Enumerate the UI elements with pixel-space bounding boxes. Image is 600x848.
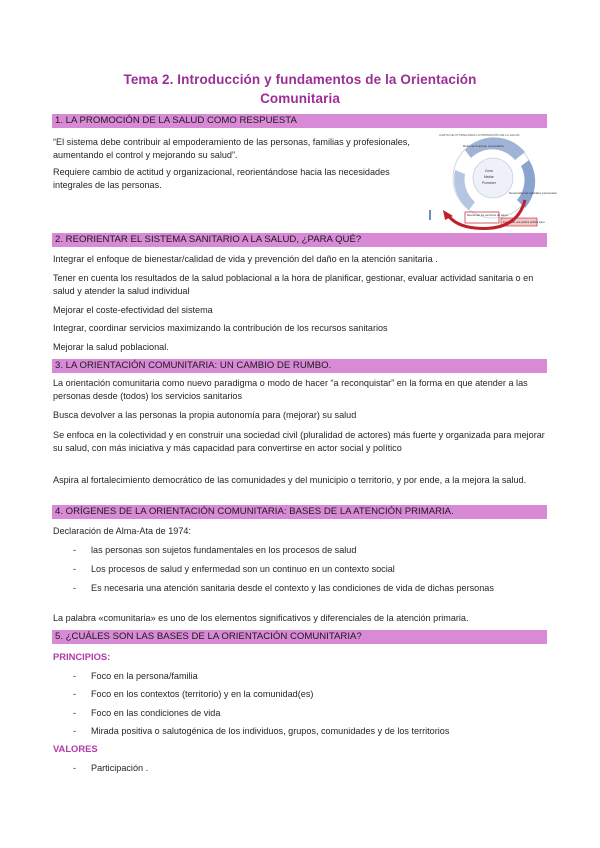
- s3-item: La orientación comunitaria como nuevo paradigma o modo de hacer “a reconquistar” en la forma en que atender a las personas desde (todos) los servicios sanitarios: [53, 378, 528, 401]
- figure-label-5: Desarrollar las aptitudes personales: [509, 191, 557, 195]
- s2-item: Mejorar el coste-efectividad del sistema: [53, 305, 213, 315]
- title-line-2: Comunitaria: [260, 91, 340, 106]
- principios-label: PRINCIPIOS:: [53, 651, 111, 662]
- ottawa-charter-figure: [425, 130, 557, 235]
- section-3-heading: 3. LA ORIENTACIÓN COMUNITARIA: UN CAMBIO DE RUMBO.: [52, 359, 547, 373]
- section-1-heading: 1. LA PROMOCIÓN DE LA SALUD COMO RESPUESTA: [52, 114, 547, 128]
- s3-item: Busca devolver a las personas la propia autonomía para (mejorar) su salud: [53, 410, 357, 420]
- title-line-1: Tema 2. Introducción y fundamentos de la Orientación: [123, 72, 477, 87]
- dash-bullet: -: [73, 583, 77, 593]
- s1-paragraph-2: Requiere cambio de actitud y organizacional, reorientándose hacia las necesidades integrales de las personas.: [53, 167, 390, 190]
- dash-bullet: -: [73, 726, 77, 736]
- figure-label-4: Promover: [482, 181, 496, 185]
- section-2-heading: 2. REORIENTAR EL SISTEMA SANITARIO A LA SALUD, ¿PARA QUÉ?: [52, 233, 547, 247]
- figure-label-7: Establecer una política pública sana: [503, 221, 545, 224]
- s2-item: Tener en cuenta los resultados de la salud poblacional a la hora de planificar, gestionar, evaluar actividad sanitaria o en salud y atender la salud individual: [53, 273, 534, 296]
- dash-bullet: -: [73, 708, 77, 718]
- document-page: Tema 2. Introducción y fundamentos de la Orientación Comunitaria 1. LA PROMOCIÓN DE LA SALUD COMO RESPUESTA “El sistema debe contribuir al empoderamiento de las personas, familias y profesionales, aumentando el control y mejorando su salud”. Requiere cambio de actitud y organizacional, reorientándose hacia las necesidades integrales de las personas. CARTA DE OTTAWA PARA LA PROMOCIÓN DE LA SALUD Reforzar la acción comunitaria Crear Mediar Promover Desarrollar las aptitudes personales Reorientar los servicios de salud Establecer una política pública sana 2. REORIENTAR EL SISTEMA SANITARIO A LA SALUD, ¿PARA QUÉ? Integrar el enfoque de bienestar/calidad de vida y prevención del daño en la atención sanitaria . Tener en cuenta los resultados de la salud poblacional a la hora de planificar, gestionar, evaluar actividad sanitaria o en salud y atender la salud individual Mejorar el coste-efectividad del sistema Integrar, coordinar servicios maximizando la contribución de los recursos sanitarios Mejorar la salud poblacional. 3. LA ORIENTACIÓN COMUNITARIA: UN CAMBIO DE RUMBO. La orientación comunitaria como nuevo paradigma o modo de hacer “a reconquistar” en la forma en que atender a las personas desde (todos) los servicios sanitarios Busca devolver a las personas la propia autonomía para (mejorar) su salud Se enfoca en la colectividad y en construir una sociedad civil (pluralidad de actores) más fuerte y organizada para mejorar su salud, con más iniciativa y más capacidad para convertirse en actor social y político Aspira al fortalecimiento democrático de las comunidades y del municipio o territorio, y por ende, a la mejora la salud. 4. ORÍGENES DE LA ORIENTACIÓN COMUNITARIA: BASES DE LA ATENCIÓN PRIMARIA. Declaración de Alma-Ata de 1974: - las personas son sujetos fundamentales en los procesos de salud - Los procesos de salud y enfermedad son un continuo en un contexto social - Es necesaria una atención sanitaria desde el contexto y las condiciones de vida de dichas personas La palabra «comunitaria» es uno de los elementos significativos y diferenciales de la atención primaria. 5. ¿CUÁLES SON LAS BASES DE LA ORIENTACIÓN COMUNITARIA? PRINCIPIOS: - Foco en la persona/familia - Foco en los contextos (territorio) y en la comunidad(es) - Foco en las condiciones de vida - Mirada positiva o salutogénica de los individuos, grupos, comunidades y de los territorios VALORES - Participación .: [0, 0, 600, 848]
- figure-label-1: Reforzar la acción comunitaria: [463, 144, 504, 148]
- s2-item: Integrar el enfoque de bienestar/calidad de vida y prevención del daño en la atención sanitaria .: [53, 254, 438, 264]
- figure-caption: CARTA DE OTTAWA PARA LA PROMOCIÓN DE LA SALUD: [439, 133, 520, 137]
- dash-bullet: -: [73, 545, 77, 555]
- s2-item: Integrar, coordinar servicios maximizando la contribución de los recursos sanitarios: [53, 323, 388, 333]
- dash-bullet: -: [73, 671, 77, 681]
- figure-label-2: Crear: [485, 169, 493, 173]
- dash-bullet: -: [73, 689, 77, 699]
- section-5-heading: 5. ¿CUÁLES SON LAS BASES DE LA ORIENTACIÓN COMUNITARIA?: [52, 630, 547, 644]
- figure-label-3: Mediar: [484, 175, 494, 179]
- ottawa-charter-diagram: [425, 130, 557, 235]
- dash-bullet: -: [73, 564, 77, 574]
- figure-label-6: Reorientar los servicios de salud: [467, 213, 508, 217]
- s4-outro: La palabra «comunitaria» es uno de los elementos significativos y diferenciales de la atención primaria.: [53, 613, 469, 623]
- valores-label: VALORES: [53, 743, 98, 754]
- s3-item: Aspira al fortalecimiento democrático de las comunidades y del municipio o territorio, y por ende, a la mejora la salud.: [53, 475, 527, 485]
- dash-bullet: -: [73, 763, 77, 773]
- document-title: [40, 70, 560, 108]
- s2-item: Mejorar la salud poblacional.: [53, 342, 169, 352]
- s4-intro: Declaración de Alma-Ata de 1974:: [53, 526, 192, 536]
- s1-paragraph-1: “El sistema debe contribuir al empoderamiento de las personas, familias y profesionales, aumentando el control y mejorando su salud”.: [53, 137, 410, 160]
- s3-item: Se enfoca en la colectividad y en construir una sociedad civil (pluralidad de actores) más fuerte y organizada para mejorar su salud, con más iniciativa y más capacidad para convertirse en actor social y político: [53, 430, 545, 453]
- section-4-heading: 4. ORÍGENES DE LA ORIENTACIÓN COMUNITARIA: BASES DE LA ATENCIÓN PRIMARIA.: [52, 505, 547, 519]
